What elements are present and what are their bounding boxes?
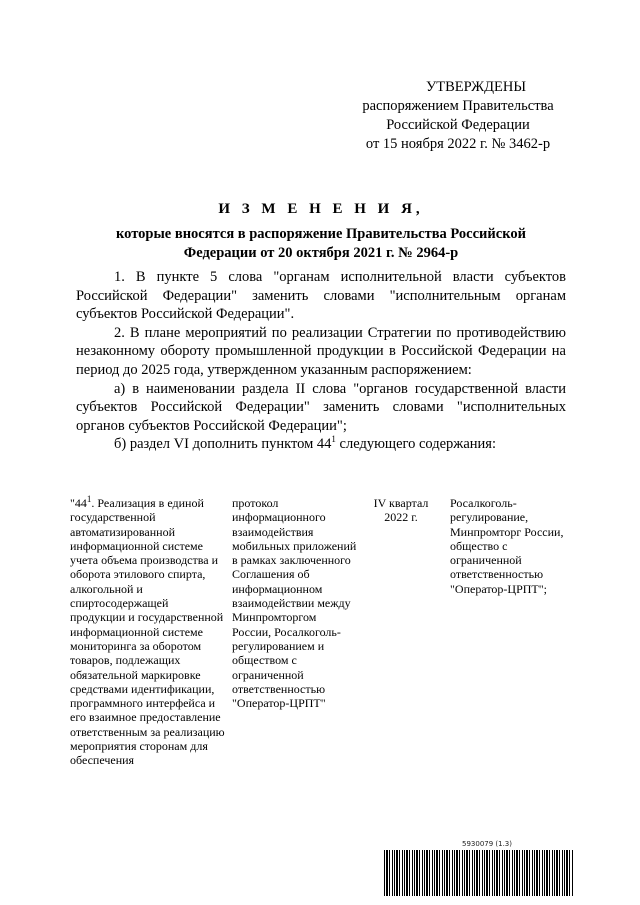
paragraph-2a: а) в наименовании раздела II слова "органов государственной власти субъектов Российской Федерации" заменить словами "исполнительных органов субъектов Российской Федерации"; <box>76 380 566 434</box>
cell-text: . Реализация в единой государственной автоматизированной информационной системе учета объема производства и оборота этилового спирта, алкогольной и спиртосодержащей продукции и государственной информационной системе мониторинга за оборотом товаров, подлежащих обязательной маркировке средствами идентификации, программного интерфейса и его взаимное предоставление ответственным за реализацию мероприятия сторонам для обеспечения <box>70 496 225 768</box>
superscript: 1 <box>331 434 336 445</box>
paragraph-1: 1. В пункте 5 слова "органам исполнительной власти субъектов Российской Федерации" заменить словами "исполнительным органам субъектов Российской Федерации". <box>76 269 566 323</box>
table-cell-result: протокол информационного взаимодействия мобильных приложений в рамках заключенного Соглашения об информационном взаимодействии между Минпромторгом России, Росалкоголь-регулированием и обществом с ограниченной ответственностью "Оператор-ЦРПТ" <box>232 496 357 711</box>
table-cell-activity <box>70 496 226 768</box>
table-cell-responsible: Росалкоголь-регулирование, Минпромторг России, общество с ограниченной ответственностью "Оператор-ЦРПТ"; <box>450 496 564 596</box>
paragraph-2b-text: следующего содержания: <box>335 436 496 453</box>
paragraph-2b <box>76 435 566 454</box>
document-subtitle <box>76 225 566 263</box>
table-cell-deadline: IV квартал 2022 г. <box>373 496 429 525</box>
subtitle-line: Федерации от 20 октября 2021 г. № 2964-р <box>183 245 459 261</box>
superscript: 1 <box>86 494 92 504</box>
document-title: И З М Е Н Е Н И Я, <box>218 201 424 217</box>
barcode-label: 5930079 (1.3) <box>462 840 512 848</box>
approval-line: распоряжением Правительства <box>362 98 554 114</box>
approval-heading: УТВЕРЖДЕНЫ <box>425 79 527 95</box>
document-body <box>76 268 566 454</box>
barcode-icon <box>384 850 574 896</box>
approval-date: от 15 ноября 2022 г. № 3462-р <box>365 136 551 152</box>
subtitle-line: которые вносятся в распоряжение Правительства Российской <box>116 226 526 242</box>
approval-block <box>330 78 586 154</box>
paragraph-2b-text: б) раздел VI дополнить пунктом 44 <box>114 436 332 453</box>
cell-text: "44 <box>70 496 87 510</box>
paragraph-2: 2. В плане мероприятий по реализации Стратегии по противодействию незаконному обороту промышленной продукции в Российской Федерации на период до 2025 года, утвержденном указанным распоряжением: <box>76 324 566 378</box>
approval-line: Российской Федерации <box>386 117 530 133</box>
barcode <box>384 840 574 896</box>
